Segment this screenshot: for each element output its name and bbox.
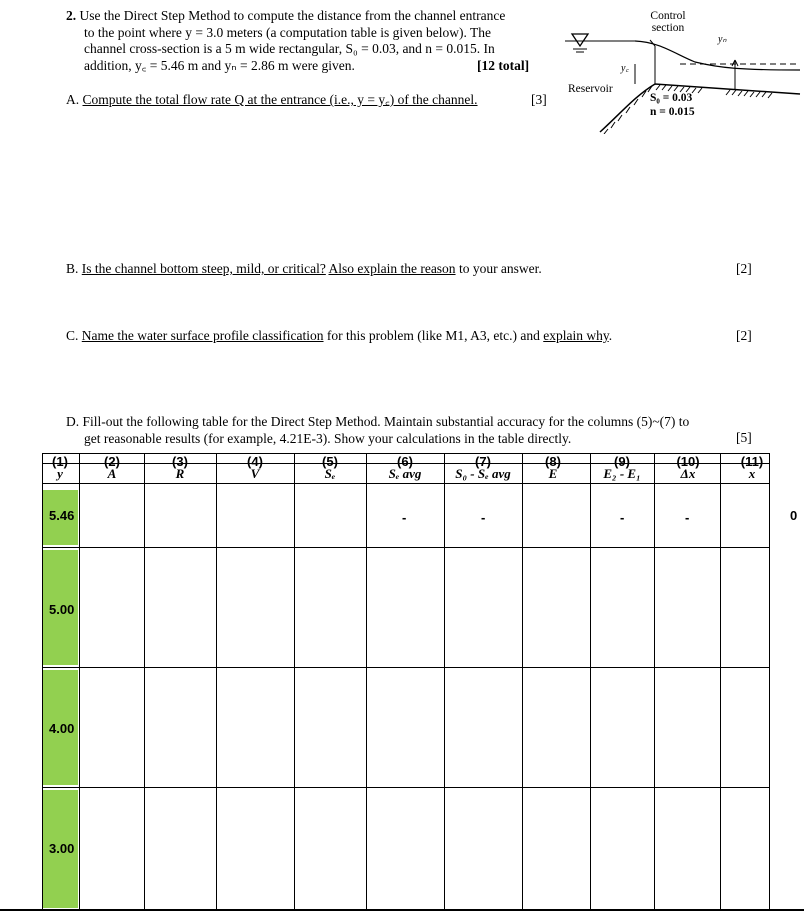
col-header-num: (10) <box>676 454 700 469</box>
col-header-num: (2) <box>104 454 120 469</box>
problem-line-4: addition, y꜀ = 5.46 m and yₙ = 2.86 m were given. <box>84 57 355 73</box>
y-value: 4.00 <box>49 721 75 736</box>
col-header-symbol: Sₑ <box>324 466 336 481</box>
part-d <box>66 414 786 447</box>
problem-line-3: channel cross-section is a 5 m wide rectangular, S₀ = 0.03, and n = 0.015. In <box>84 41 495 56</box>
control-section-line1: Control <box>650 10 686 22</box>
n-label: n = 0.015 <box>650 106 695 118</box>
part-b-tail: to your answer. <box>455 261 542 276</box>
problem-total-marks: [12 total] <box>477 57 530 73</box>
problem-line-1: Use the Direct Step Method to compute the distance from the channel entrance <box>79 8 506 23</box>
part-c-marks: [2] <box>736 328 752 343</box>
problem-statement <box>66 8 566 74</box>
col-header-symbol: y <box>57 466 63 481</box>
col-header-symbol: S₀ - Sₑ avg <box>455 466 511 481</box>
part-b-marks: [2] <box>736 261 752 276</box>
dash-cell: - <box>402 510 407 525</box>
col-header-symbol: E <box>548 466 558 481</box>
col-header-symbol: E₂ - E₁ <box>603 466 641 481</box>
col-header-num: (5) <box>322 454 338 469</box>
part-d-line-2: get reasonable results (for example, 4.21E-3). Show your calculations in the table directly. <box>84 430 572 446</box>
y-value: 5.46 <box>49 508 75 523</box>
col-header-symbol: A <box>107 466 117 481</box>
col-header-symbol: V <box>250 466 260 481</box>
part-c-middle: for this problem (like M1, A3, etc.) and <box>323 328 544 343</box>
part-a-marks: [3] <box>531 92 547 107</box>
control-section-label <box>640 10 696 34</box>
dash-cell: - <box>481 510 486 525</box>
col-header-num: (7) <box>475 454 491 469</box>
col-header-symbol: x <box>748 466 756 481</box>
x-initial-value: 0 <box>790 508 798 523</box>
yc-label: y꜀ <box>621 63 629 74</box>
part-a-text: Compute the total flow rate Q at the entrance (i.e., y = y꜀) of the channel. <box>82 92 478 107</box>
part-b-question: Is the channel bottom steep, mild, or critical? <box>81 261 326 276</box>
col-header-num: (1) <box>52 454 68 469</box>
part-b-explain: Also explain the reason <box>328 261 456 276</box>
part-a-prefix: A. <box>66 92 83 107</box>
part-d-marks: [5] <box>736 430 752 445</box>
part-c-end: . <box>608 328 613 343</box>
col-header-num: (8) <box>545 454 561 469</box>
col-header-num: (11) <box>740 454 764 469</box>
yn-label: yₙ <box>718 34 727 45</box>
col-header-num: (3) <box>172 454 188 469</box>
part-c <box>66 328 766 345</box>
y-value: 3.00 <box>49 841 75 856</box>
part-c-prefix: C. <box>66 328 82 343</box>
col-header-symbol: R <box>175 466 185 481</box>
y-value: 5.00 <box>49 602 75 617</box>
part-a <box>66 92 556 109</box>
part-d-line-1: D. Fill-out the following table for the Direct Step Method. Maintain substantial accuracy for the columns (5)~(7) to <box>66 414 690 429</box>
part-c-explain: explain why <box>543 328 609 343</box>
water-surface-symbol <box>572 34 588 52</box>
col-header-symbol: Sₑ avg <box>388 466 422 481</box>
part-b <box>66 261 766 278</box>
col-header-num: (4) <box>247 454 263 469</box>
problem-line-2: to the point where y = 3.0 meters (a computation table is given below). The <box>84 24 492 40</box>
slope-label: S₀ = 0.03 <box>650 92 693 104</box>
dash-cell: - <box>620 510 625 525</box>
part-b-prefix: B. <box>66 261 82 276</box>
dash-cell: - <box>685 510 690 525</box>
problem-number: 2. <box>66 8 77 23</box>
col-header-num: (9) <box>614 454 630 469</box>
part-c-question: Name the water surface profile classification <box>81 328 324 343</box>
reservoir-label: Reservoir <box>568 83 613 95</box>
col-header-num: (6) <box>397 454 413 469</box>
col-header-symbol: Δx <box>680 466 696 481</box>
control-section-line2: section <box>651 22 685 34</box>
